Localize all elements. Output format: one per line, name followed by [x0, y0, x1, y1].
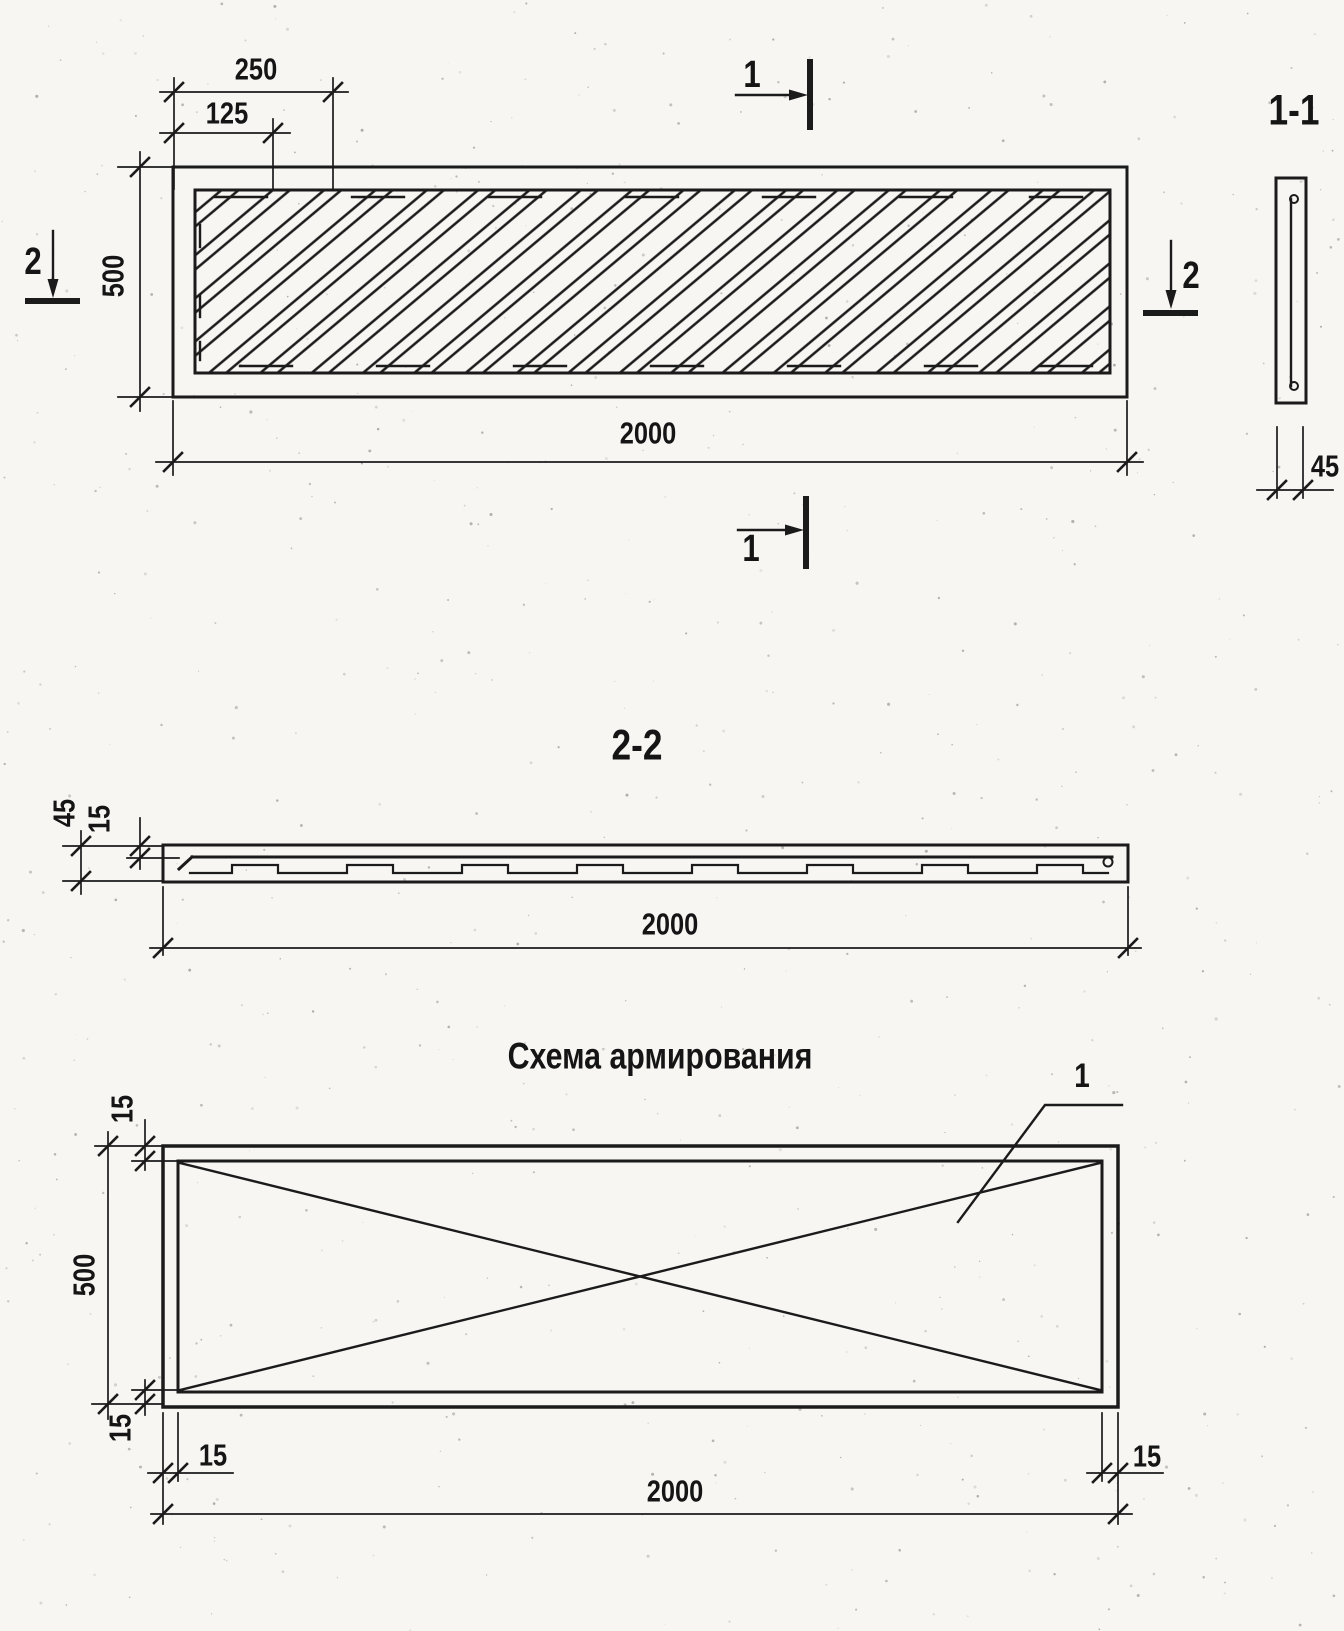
schema-dim-500-label: 500	[66, 1253, 102, 1297]
schema-dim-2000-label: 2000	[646, 1473, 704, 1509]
plan-dim-500-label: 500	[95, 254, 131, 298]
schema-dim-15-bottom-label: 15	[102, 1413, 138, 1443]
section-marker-2-right-label: 2	[1182, 255, 1200, 297]
schema-dim-15-left-label: 15	[198, 1437, 228, 1473]
schema-dim-15-top-label: 15	[104, 1094, 140, 1124]
plan-dim-2000-label: 2000	[619, 415, 677, 451]
section-2-2-dim-45-label: 45	[46, 798, 82, 828]
plan-view	[28, 62, 1195, 570]
section-2-2-dim-2000-label: 2000	[641, 906, 699, 942]
section-1-1-title: 1-1	[1268, 86, 1320, 135]
section-2-2-title: 2-2	[611, 721, 663, 770]
section-1-1-dim-45-label: 45	[1310, 448, 1340, 484]
schema-title: Схема армирования	[507, 1035, 813, 1077]
plan-dim-250-label: 250	[234, 51, 278, 87]
section-marker-1-bottom-label: 1	[742, 528, 760, 570]
section-marker-2-left-label: 2	[24, 241, 42, 283]
schema-callout-1-label: 1	[1074, 1057, 1090, 1095]
plan-dim-125-label: 125	[205, 95, 249, 131]
section-2-2-view	[63, 818, 1141, 957]
schema-dim-15-right-label: 15	[1132, 1438, 1162, 1474]
reinforcement-schema-view	[92, 1105, 1163, 1524]
section-2-2-dim-15-label: 15	[81, 804, 117, 834]
section-marker-1-top-label: 1	[743, 54, 761, 96]
